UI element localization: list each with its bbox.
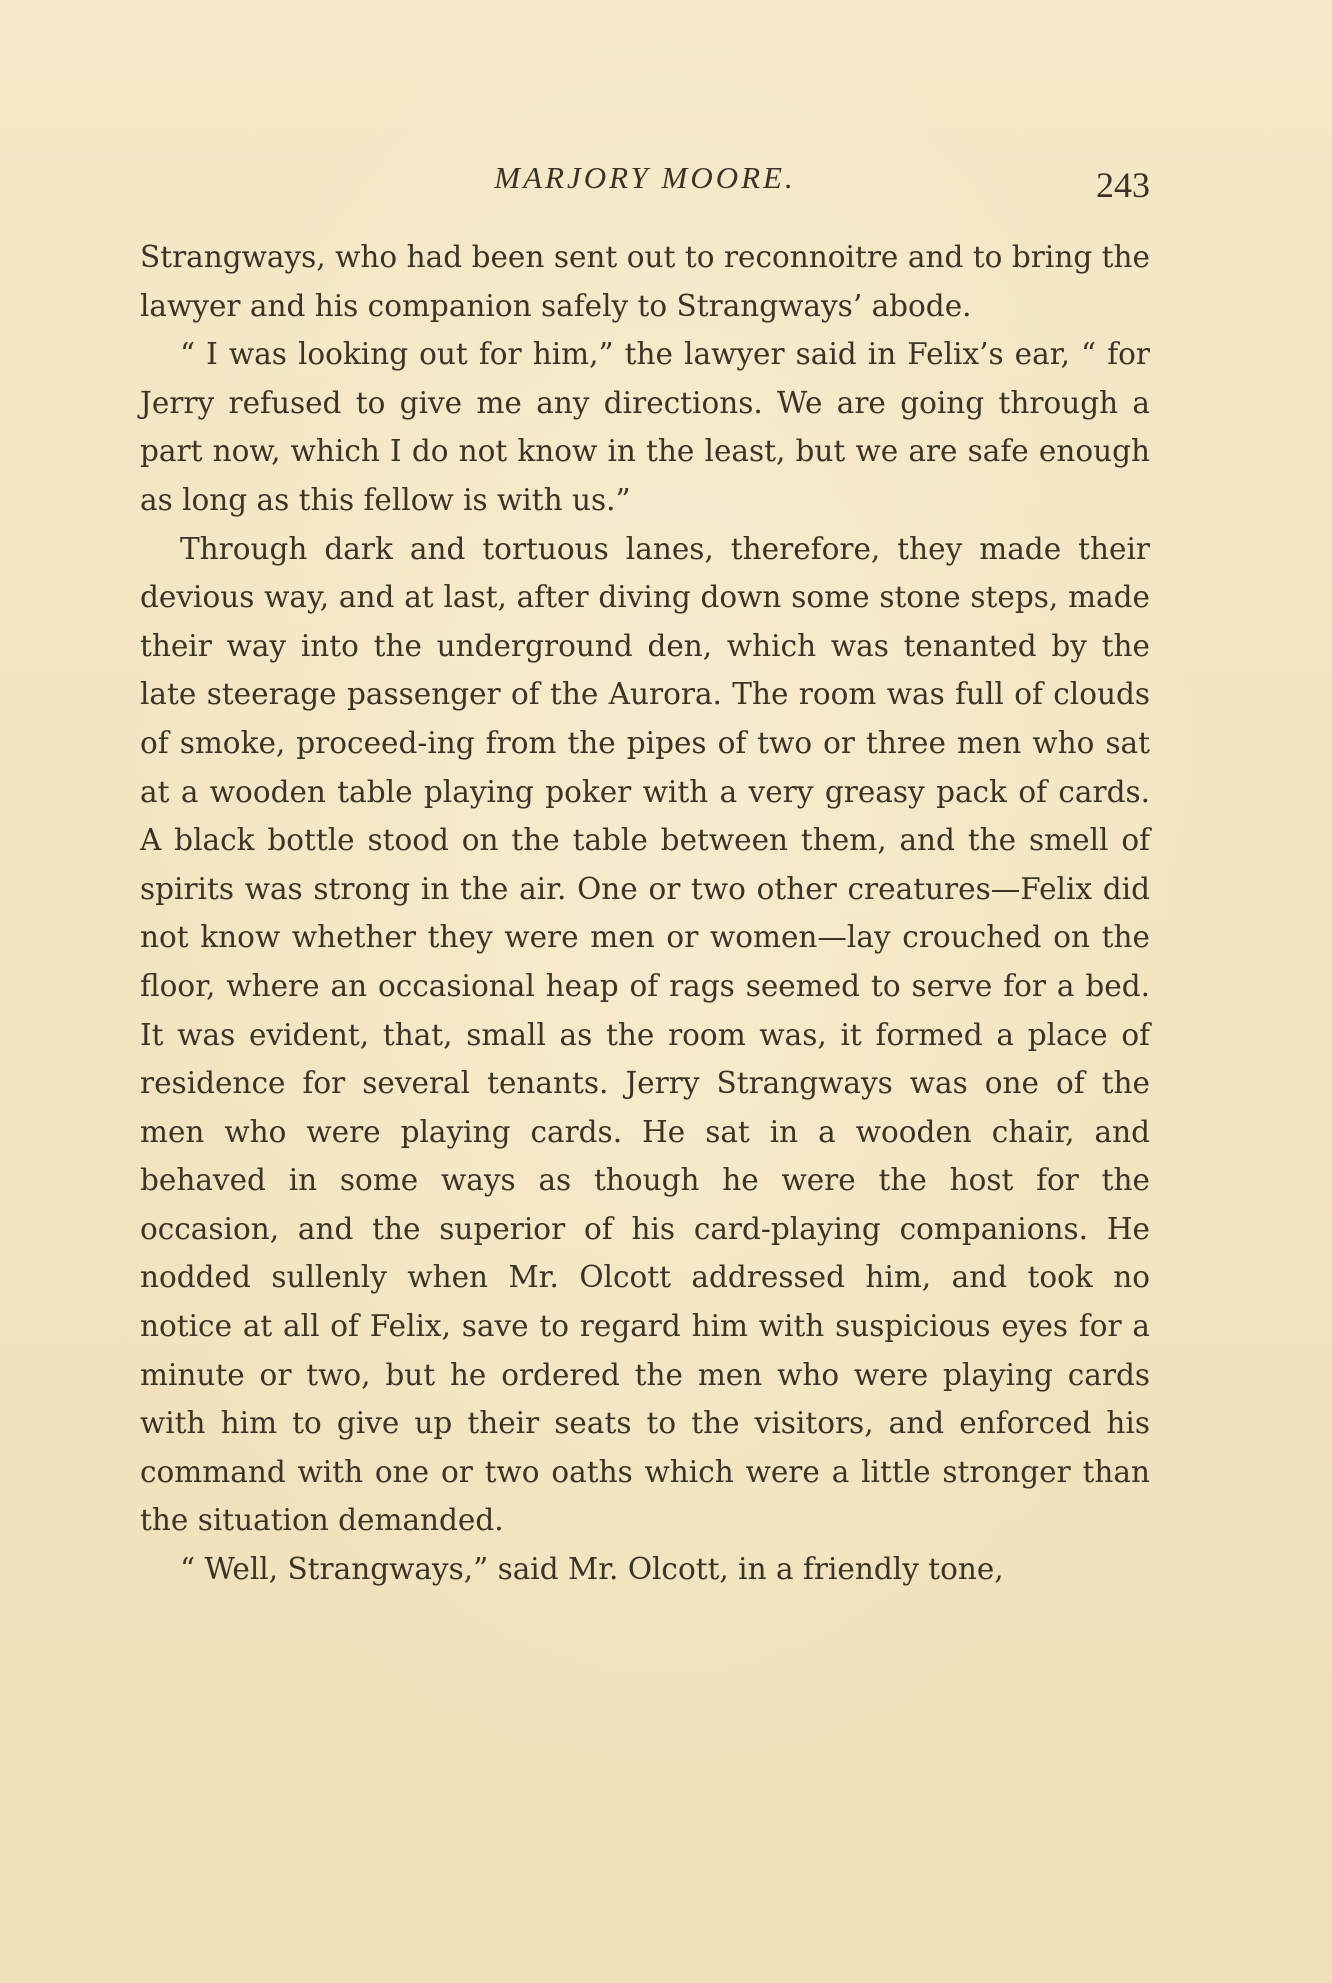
body-text	[140, 233, 1150, 1594]
paragraph-continuation: Strangways, who had been sent out to reconnoitre and to bring the lawyer and his companion safely to Strangways’ abode.	[140, 240, 1150, 323]
running-head	[140, 160, 1150, 208]
running-title: MARJORY MOORE.	[494, 160, 796, 195]
paragraph-den-description: Through dark and tortuous lanes, therefore, they made their devious way, and at last, after diving down some stone steps, made their way into the underground den, which was tenanted by the late steerage passenger of the Aurora. The room was full of clouds of smoke, proceed-ing from the pipes of two or three men who sat at a wooden table playing poker with a very greasy pack of cards. A black bottle stood on the table between them, and the smell of spirits was strong in the air. One or two other creatures—Felix did not know whether they were men or women—lay crouched on the floor, where an occasional heap of rags seemed to serve for a bed. It was evident, that, small as the room was, it formed a place of residence for several tenants. Jerry Strangways was one of the men who were playing cards. He sat in a wooden chair, and behaved in some ways as though he were the host for the occasion, and the superior of his card-playing companions. He nodded sullenly when Mr. Olcott addressed him, and took no notice at all of Felix, save to regard him with suspicious eyes for a minute or two, but he ordered the men who were playing cards with him to give up their seats to the visitors, and enforced his command with one or two oaths which were a little stronger than the situation demanded.	[140, 531, 1150, 1538]
paragraph-lawyer-speech: “ I was looking out for him,” the lawyer said in Felix’s ear, “ for Jerry refused to give me any directions. We are going through a part now, which I do not know in the least, but we are safe enough as long as this fellow is with us.”	[140, 337, 1150, 517]
page-number: 243	[1096, 165, 1150, 205]
paragraph-olcott-speech: “ Well, Strangways,” said Mr. Olcott, in a friendly tone,	[180, 1552, 1004, 1587]
